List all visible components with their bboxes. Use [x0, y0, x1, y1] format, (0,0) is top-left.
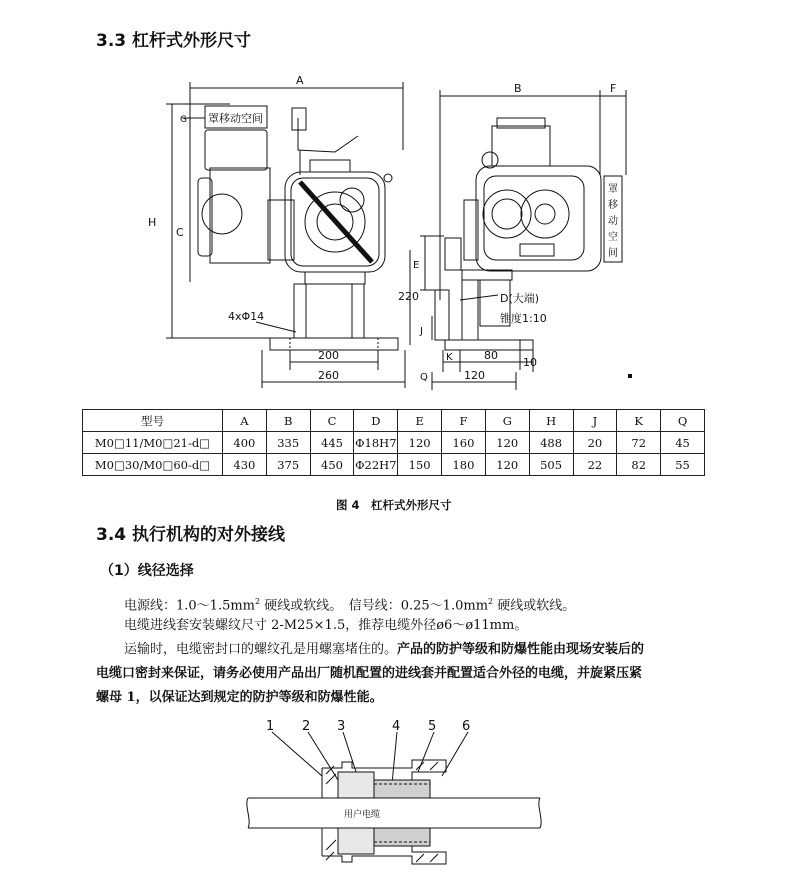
superscript-2: 2 — [255, 597, 261, 606]
table-header: G — [485, 410, 529, 432]
hood-space-vertical-label-4: 空 — [608, 232, 618, 243]
protection-bold-text-1: 产品的防护等级和防爆性能由现场安装后的 — [397, 642, 645, 657]
part-number-2: 2 — [302, 719, 311, 734]
holes-label: 4xΦ14 — [228, 310, 265, 323]
table-header: D — [354, 410, 398, 432]
table-cell: 22 — [573, 454, 617, 476]
part-number-1: 1 — [266, 719, 275, 734]
dim-10: 10 — [523, 356, 537, 369]
table-cell: 430 — [223, 454, 267, 476]
dim-220: 220 — [398, 290, 419, 303]
table-header: H — [529, 410, 573, 432]
dim-120: 120 — [464, 369, 485, 382]
table-cell: Φ22H7 — [354, 454, 398, 476]
table-cell: 20 — [573, 432, 617, 454]
superscript-2: 2 — [488, 597, 494, 606]
table-header: J — [573, 410, 617, 432]
table-header: A — [223, 410, 267, 432]
table-cell: 55 — [661, 454, 705, 476]
protection-bold-text-3: 螺母 1，以保证达到规定的防护等级和防爆性能。 — [96, 690, 383, 705]
dim-80: 80 — [484, 349, 498, 362]
dim-label-B: B — [514, 82, 522, 95]
table-cell: 488 — [529, 432, 573, 454]
table-cell: M0□11/M0□21-d□ — [83, 432, 223, 454]
table-cell: 120 — [485, 432, 529, 454]
table-header: B — [266, 410, 310, 432]
big-end-label: D(大端) — [500, 292, 540, 305]
table-cell: 450 — [310, 454, 354, 476]
hood-space-vertical-label-3: 动 — [608, 216, 618, 227]
table-cell: 505 — [529, 454, 573, 476]
dim-label-C: C — [176, 226, 184, 239]
part-number-3: 3 — [337, 719, 346, 734]
table-cell: 120 — [398, 432, 442, 454]
table-header: K — [617, 410, 661, 432]
table-header: Q — [661, 410, 705, 432]
dim-label-K: K — [446, 352, 453, 363]
subsection-1-title: （1）线径选择 — [100, 563, 194, 579]
section-3-4-title: 3.4 执行机构的对外接线 — [96, 525, 286, 545]
table-header-row — [83, 410, 705, 432]
table-header: E — [398, 410, 442, 432]
dim-label-E: E — [413, 260, 420, 271]
section-3-3-title: 3.3 杠杆式外形尺寸 — [96, 31, 252, 51]
table-cell: 72 — [617, 432, 661, 454]
table-cell: M0□30/M0□60-d□ — [83, 454, 223, 476]
dim-label-Q: Q — [420, 372, 428, 383]
table-cell: 400 — [223, 432, 267, 454]
dim-label-H: H — [148, 216, 157, 229]
signal-wire-tail: 硬线或软线。 — [493, 598, 576, 614]
dim-260: 260 — [318, 369, 339, 382]
lever-dimension-drawing — [0, 0, 794, 400]
cable-gland-drawing — [0, 710, 794, 874]
part-number-5: 5 — [428, 719, 437, 734]
transport-normal-text: 运输时，电缆密封口的螺纹孔是用螺塞堵住的。 — [124, 642, 398, 657]
protection-bold-text-2: 电缆口密封来保证，请务必使用产品出厂随机配置的进线套并配置适合外径的电缆，并旋紧压紧 — [96, 666, 643, 681]
dim-label-G: G — [180, 115, 187, 125]
paragraph-wire-gauge — [124, 592, 575, 616]
table-cell: Φ18H7 — [354, 432, 398, 454]
table-cell: 82 — [617, 454, 661, 476]
dim-label-A: A — [296, 74, 304, 87]
hood-space-label: 罩移动空间 — [208, 112, 263, 125]
part-number-6: 6 — [462, 719, 471, 734]
table-header: 型号 — [83, 410, 223, 432]
table-cell: 375 — [266, 454, 310, 476]
table-cell: 150 — [398, 454, 442, 476]
figure-caption: 图 4 杠杆式外形尺寸 — [336, 498, 452, 512]
paragraph-thread-size: 电缆进线套安装螺纹尺寸 2-M25×1.5，推荐电缆外径ø6～ø11mm。 — [124, 618, 528, 633]
signal-wire-text: 硬线或软线。 信号线：0.25～1.0mm — [260, 598, 489, 614]
table-header: C — [310, 410, 354, 432]
table-cell: 335 — [266, 432, 310, 454]
dimension-table — [82, 409, 705, 476]
power-wire-text: 电源线：1.0～1.5mm — [124, 598, 256, 614]
paragraph-transport-line1 — [124, 640, 644, 660]
dim-200: 200 — [318, 349, 339, 362]
table-cell: 45 — [661, 432, 705, 454]
dim-label-F: F — [610, 82, 617, 95]
dim-label-J: J — [420, 326, 423, 337]
user-cable-label: 用户电缆 — [344, 810, 381, 820]
taper-label: 锥度1:10 — [500, 312, 547, 325]
table-row — [83, 454, 705, 476]
table-cell: 445 — [310, 432, 354, 454]
hood-space-vertical-label-2: 移 — [608, 200, 618, 211]
table-header: F — [442, 410, 486, 432]
table-cell: 160 — [442, 432, 486, 454]
hood-space-vertical-label-1: 罩 — [608, 184, 618, 195]
table-row — [83, 432, 705, 454]
hood-space-vertical-label-5: 间 — [608, 248, 618, 259]
part-number-4: 4 — [392, 719, 401, 734]
table-cell: 180 — [442, 454, 486, 476]
table-cell: 120 — [485, 454, 529, 476]
